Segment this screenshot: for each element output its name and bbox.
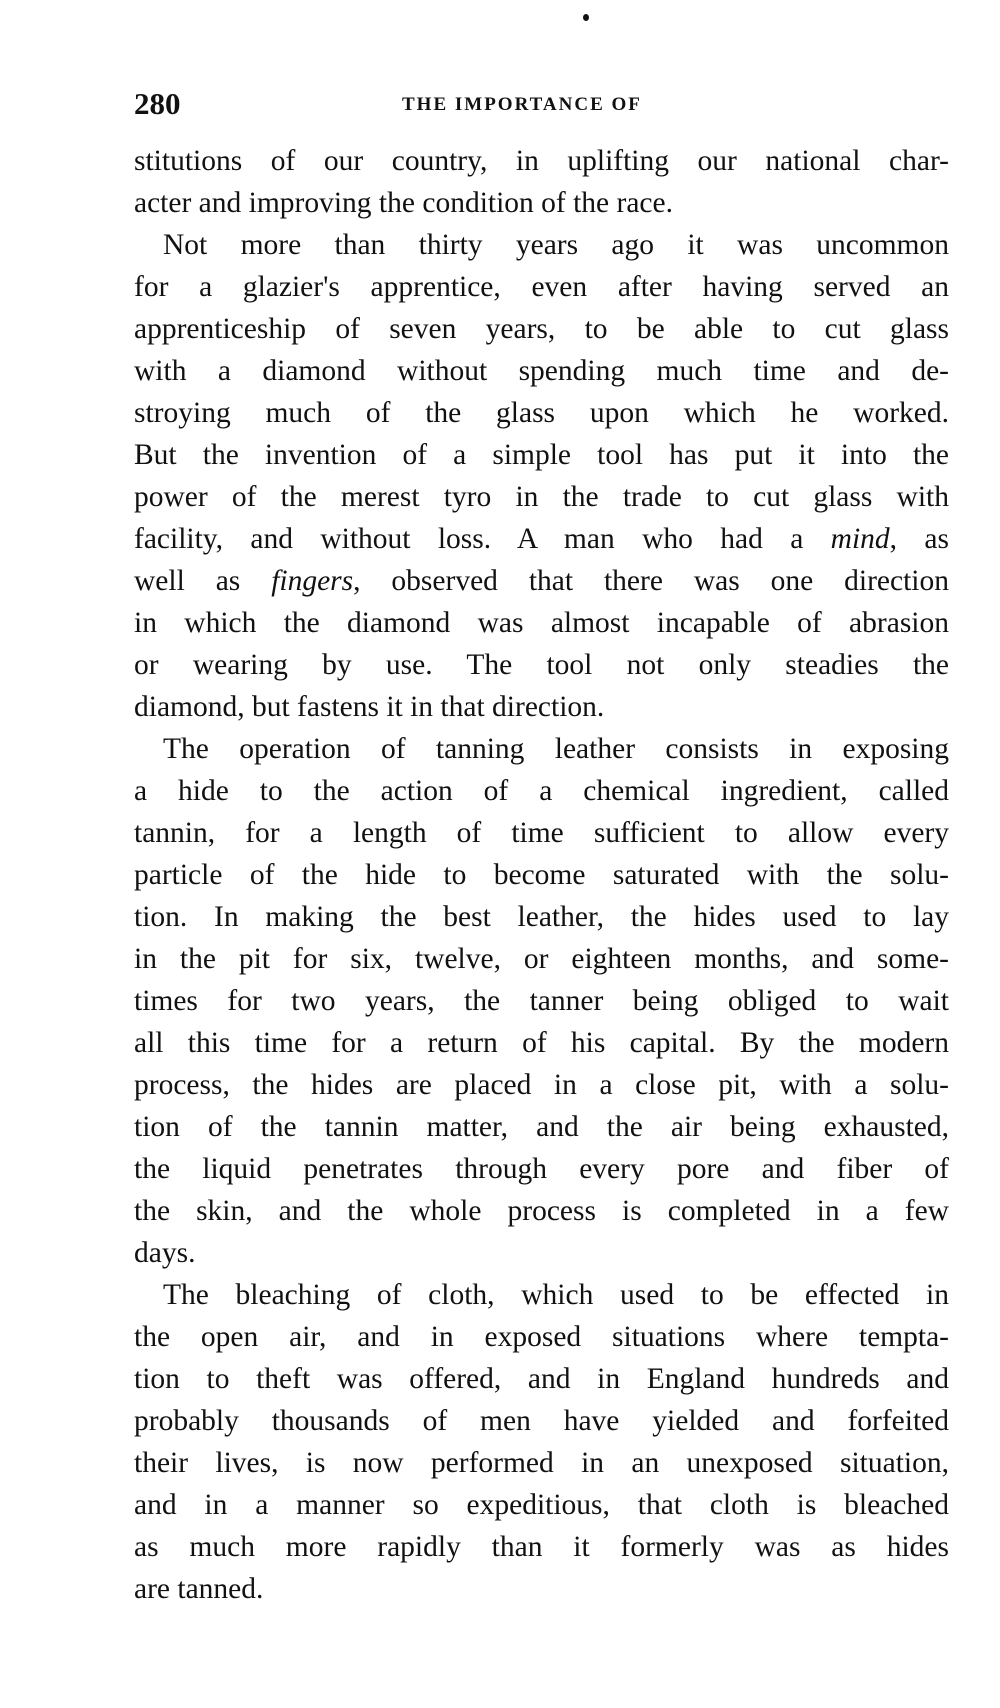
paragraph (134, 1274, 949, 1610)
text-line: and in a manner so expeditious, that cloth is bleached (134, 1489, 949, 1521)
text-line: the skin, and the whole process is completed in a few (134, 1195, 949, 1227)
paragraph (134, 140, 949, 224)
text-line: stroying much of the glass upon which he worked. (134, 397, 949, 429)
text-line: tion. In making the best leather, the hides used to lay (134, 901, 949, 933)
text-line: as much more rapidly than it formerly was as hides (134, 1531, 949, 1563)
text-line: The operation of tanning leather consists in exposing (163, 733, 949, 765)
text-line: power of the merest tyro in the trade to cut glass with (134, 481, 949, 513)
text-line: or wearing by use. The tool not only steadies the (134, 649, 949, 681)
text-line: in the pit for six, twelve, or eighteen months, and some- (134, 943, 949, 975)
paragraph (134, 224, 949, 728)
text-line: tion of the tannin matter, and the air being exhausted, (134, 1111, 949, 1143)
text-line: particle of the hide to become saturated with the solu- (134, 859, 949, 891)
text-line: are tanned. (134, 1573, 264, 1605)
text-line: tion to theft was offered, and in England hundreds and (134, 1363, 949, 1395)
page-header (134, 86, 949, 126)
text-line: stitutions of our country, in uplifting our national char- (134, 145, 949, 177)
text-line: But the invention of a simple tool has put it into the (134, 439, 949, 471)
text-line: their lives, is now performed in an unexposed situation, (134, 1447, 949, 1479)
running-title: THE IMPORTANCE OF (402, 94, 642, 115)
text-line: a hide to the action of a chemical ingredient, called (134, 775, 949, 807)
text-line: probably thousands of men have yielded and forfeited (134, 1405, 949, 1437)
text-line: apprenticeship of seven years, to be able to cut glass (134, 313, 949, 345)
text-line: with a diamond without spending much time and de- (134, 355, 949, 387)
text-line: process, the hides are placed in a close pit, with a solu- (134, 1069, 949, 1101)
text-line: tannin, for a length of time sufficient to allow every (134, 817, 949, 849)
text-line: facility, and without loss. A man who had a mind, as (134, 523, 949, 555)
text-line: days. (134, 1237, 196, 1269)
text-line: well as fingers, observed that there was one direction (134, 565, 949, 597)
text-line: diamond, but fastens it in that direction. (134, 691, 605, 723)
text-line: in which the diamond was almost incapable of abrasion (134, 607, 949, 639)
page-number: 280 (134, 86, 181, 121)
text-line: all this time for a return of his capital. By the modern (134, 1027, 949, 1059)
text-line: acter and improving the condition of the race. (134, 187, 673, 219)
scan-speck (583, 14, 589, 21)
text-line: for a glazier's apprentice, even after having served an (134, 271, 949, 303)
text-line: the liquid penetrates through every pore and fiber of (134, 1153, 949, 1185)
text-line: Not more than thirty years ago it was uncommon (163, 229, 949, 261)
paragraph (134, 728, 949, 1274)
text-line: times for two years, the tanner being obliged to wait (134, 985, 949, 1017)
text-line: The bleaching of cloth, which used to be effected in (163, 1279, 949, 1311)
page-body (134, 140, 949, 1610)
text-line: the open air, and in exposed situations where tempta- (134, 1321, 949, 1353)
